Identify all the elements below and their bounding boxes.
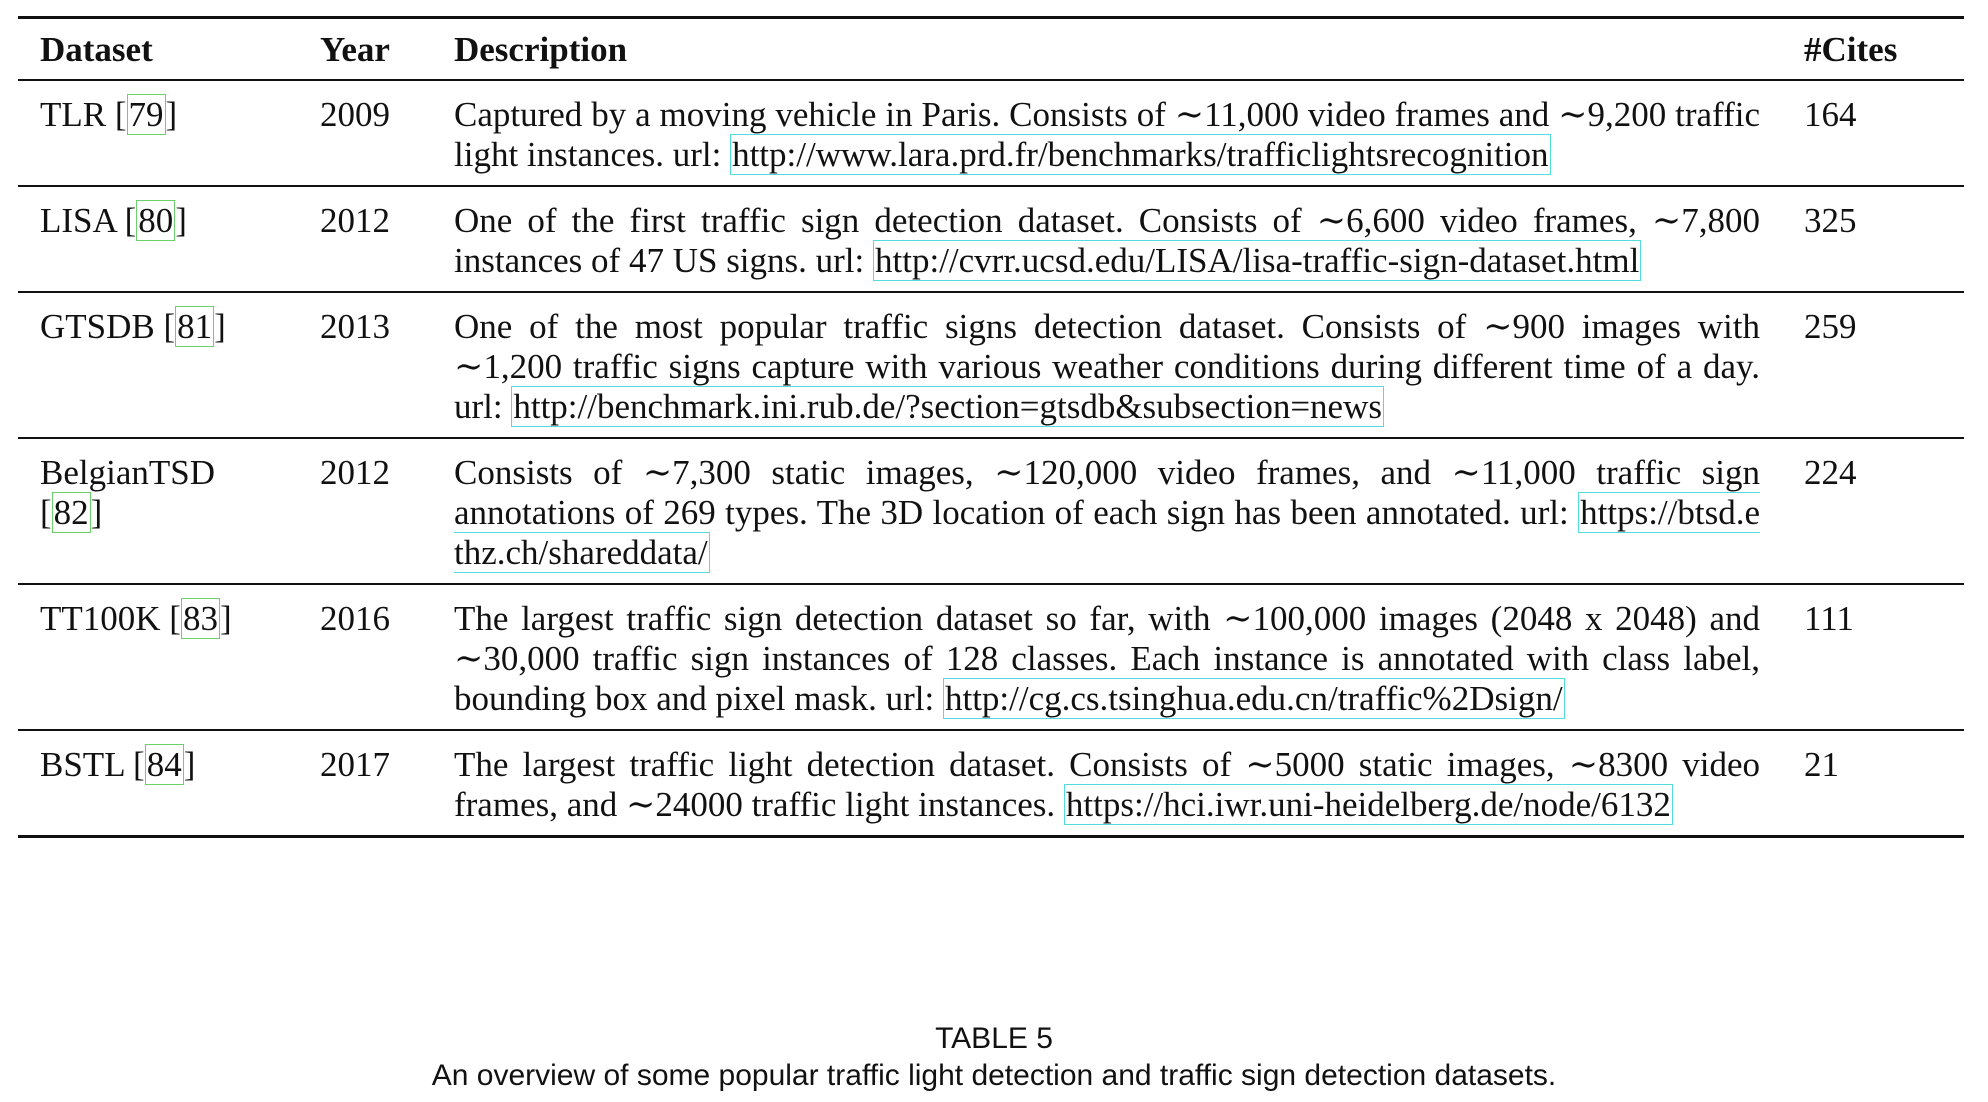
url-link[interactable]: https://btsd.ethz.ch/shareddata/: [454, 493, 1760, 572]
citation-link[interactable]: 80: [138, 201, 174, 240]
table-row: [18, 438, 1964, 584]
year-cell: 2016: [320, 599, 390, 638]
cites-cell: 164: [1804, 95, 1857, 134]
description-cell: [432, 584, 1782, 730]
citation-link[interactable]: 81: [177, 307, 213, 346]
datasets-table: [18, 16, 1964, 838]
header-row: [18, 18, 1964, 81]
dataset-name: GTSDB: [40, 307, 155, 346]
table-row: [18, 186, 1964, 292]
url-link[interactable]: https://hci.iwr.uni-heidelberg.de/node/6132: [1065, 785, 1671, 824]
description-text: Captured by a moving vehicle in Paris. Consists of ∼11,000 video frames and ∼9,200 traffic light instances. url:: [454, 95, 1760, 174]
header-dataset: Dataset: [40, 30, 153, 69]
year-cell: 2013: [320, 307, 390, 346]
cites-cell: 111: [1804, 599, 1854, 638]
url-link[interactable]: http://www.lara.prd.fr/benchmarks/trafficlightsrecognition: [732, 135, 1549, 174]
year-cell: 2012: [320, 453, 390, 492]
dataset-cell: LISA [80]: [40, 201, 187, 240]
citation-link[interactable]: 83: [182, 599, 218, 638]
citation-link[interactable]: 84: [146, 745, 182, 784]
description-text: Consists of ∼7,300 static images, ∼120,000 video frames, and ∼11,000 traffic sign annotations of 269 types. The 3D location of each sign has been annotated. url:: [454, 453, 1760, 532]
dataset-name: BelgianTSD: [40, 453, 215, 492]
cites-cell: 259: [1804, 307, 1857, 346]
caption-label: TABLE 5: [935, 1022, 1053, 1055]
cites-cell: 224: [1804, 453, 1857, 492]
year-cell: 2017: [320, 745, 390, 784]
table-caption: [0, 1020, 1988, 1094]
description-cell: [432, 292, 1782, 438]
description-text: One of the most popular traffic signs detection dataset. Consists of ∼900 images with ∼1,200 traffic signs capture with various weather conditions during different time of a day. url:: [454, 307, 1760, 426]
table-header: [18, 18, 1964, 81]
dataset-name: TLR: [40, 95, 107, 134]
caption-text: An overview of some popular traffic light detection and traffic sign detection datasets.: [431, 1059, 1557, 1092]
year-cell: 2009: [320, 95, 390, 134]
cites-cell: 21: [1804, 745, 1839, 784]
description-text: One of the first traffic sign detection dataset. Consists of ∼6,600 video frames, ∼7,800 instances of 47 US signs. url:: [454, 201, 1760, 280]
table-row: [18, 80, 1964, 186]
description-cell: [432, 80, 1782, 186]
dataset-cell: BSTL [84]: [40, 745, 196, 784]
dataset-name: TT100K: [40, 599, 161, 638]
description-cell: [432, 438, 1782, 584]
header-year: Year: [320, 30, 390, 69]
url-link[interactable]: http://cg.cs.tsinghua.edu.cn/traffic%2Dsign/: [944, 679, 1563, 718]
description-cell: [432, 186, 1782, 292]
cites-cell: 325: [1804, 201, 1857, 240]
header-description: Description: [454, 30, 628, 69]
url-link[interactable]: http://benchmark.ini.rub.de/?section=gtsdb&subsection=news: [513, 387, 1382, 426]
description-text: The largest traffic light detection dataset. Consists of ∼5000 static images, ∼8300 video frames, and ∼24000 traffic light instances.: [454, 745, 1760, 824]
table-body: [18, 80, 1964, 837]
citation-link[interactable]: 79: [128, 95, 164, 134]
dataset-cell: GTSDB [81]: [40, 307, 226, 346]
dataset-cell: TLR [79]: [40, 95, 178, 134]
description-text: The largest traffic sign detection dataset so far, with ∼100,000 images (2048 x 2048) and ∼30,000 traffic sign instances of 128 classes. Each instance is annotated with class label, bounding box and pixel mask. url:: [454, 599, 1760, 718]
table-row: [18, 584, 1964, 730]
url-link[interactable]: http://cvrr.ucsd.edu/LISA/lisa-traffic-sign-dataset.html: [875, 241, 1640, 280]
dataset-cell: BelgianTSD [82]: [40, 453, 215, 532]
header-cites: #Cites: [1804, 30, 1898, 69]
year-cell: 2012: [320, 201, 390, 240]
table-row: [18, 292, 1964, 438]
dataset-cell: TT100K [83]: [40, 599, 232, 638]
dataset-name: LISA: [40, 201, 116, 240]
citation-link[interactable]: 82: [53, 493, 89, 532]
description-cell: [432, 730, 1782, 837]
dataset-name: BSTL: [40, 745, 125, 784]
table-row: [18, 730, 1964, 837]
datasets-table-container: [18, 16, 1964, 838]
